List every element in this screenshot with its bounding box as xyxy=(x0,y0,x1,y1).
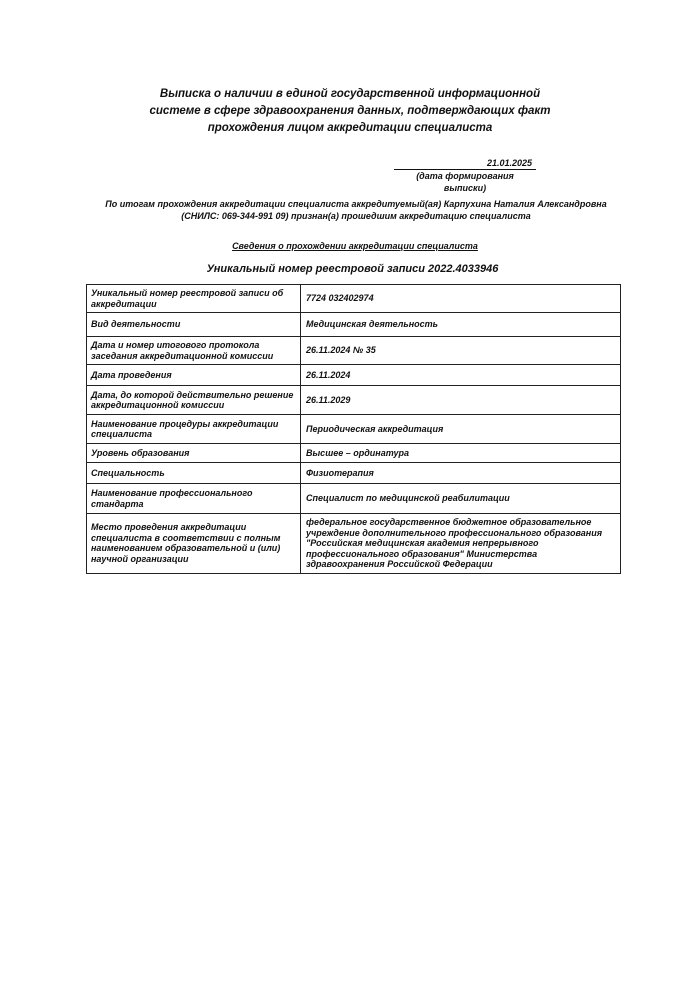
row-value: 26.11.2029 xyxy=(301,386,621,415)
row-value: 26.11.2024 xyxy=(301,365,621,386)
row-value: 26.11.2024 № 35 xyxy=(301,337,621,365)
row-label: Вид деятельности xyxy=(87,313,301,337)
row-label: Уникальный номер реестровой записи об аккредитации xyxy=(87,285,301,313)
accreditation-details-table xyxy=(86,284,621,574)
table-row xyxy=(87,484,621,514)
intro-text xyxy=(96,198,616,222)
title-line: системе в сфере здравоохранения данных, подтверждающих факт xyxy=(149,105,551,117)
issue-date: 21.01.2025 xyxy=(394,158,536,170)
title-line: прохождения лицом аккредитации специалиста xyxy=(207,122,493,134)
table-row xyxy=(87,514,621,574)
row-label: Дата, до которой действительно решение аккредитационной комиссии xyxy=(87,386,301,415)
table-row xyxy=(87,337,621,365)
table-row xyxy=(87,444,621,463)
row-label: Наименование профессионального стандарта xyxy=(87,484,301,514)
row-label: Дата проведения xyxy=(87,365,301,386)
table-row xyxy=(87,365,621,386)
row-value: 7724 032402974 xyxy=(301,285,621,313)
title-line: Выписка о наличии в единой государственной информационной xyxy=(159,88,541,100)
row-label: Дата и номер итогового протокола заседания аккредитационной комиссии xyxy=(87,337,301,365)
row-label: Специальность xyxy=(87,463,301,484)
row-value: Специалист по медицинской реабилитации xyxy=(301,484,621,514)
issue-date-caption: (дата формирования выписки) xyxy=(416,171,514,193)
row-label: Наименование процедуры аккредитации специалиста xyxy=(87,415,301,444)
intro-line: По итогам прохождения аккредитации специалиста аккредитуемый(ая) Карпухина Наталия Александровна xyxy=(105,199,607,209)
row-value: Медицинская деятельность xyxy=(301,313,621,337)
document-title xyxy=(120,86,580,137)
row-value: Высшее – ординатура xyxy=(301,444,621,463)
issue-date-block xyxy=(394,158,536,194)
row-value: федеральное государственное бюджетное образовательное учреждение дополнительного профессионального образования "Российская медицинская академия непрерывного профессионального образования" Министерства здравоохранения Российской Федерации xyxy=(301,514,621,574)
table-row xyxy=(87,285,621,313)
section-title: Сведения о прохождении аккредитации специалиста xyxy=(232,241,478,251)
row-label: Уровень образования xyxy=(87,444,301,463)
table-row xyxy=(87,386,621,415)
table-row xyxy=(87,463,621,484)
record-number-title: Уникальный номер реестровой записи 2022.4033946 xyxy=(206,263,499,275)
intro-line: (СНИЛС: 069-344-991 09) признан(а) прошедшим аккредитацию специалиста xyxy=(181,211,531,221)
row-value: Периодическая аккредитация xyxy=(301,415,621,444)
row-label: Место проведения аккредитации специалиста в соответствии с полным наименованием образовательной и (или) научной организации xyxy=(87,514,301,574)
table-row xyxy=(87,415,621,444)
table-row xyxy=(87,313,621,337)
row-value: Физиотерапия xyxy=(301,463,621,484)
